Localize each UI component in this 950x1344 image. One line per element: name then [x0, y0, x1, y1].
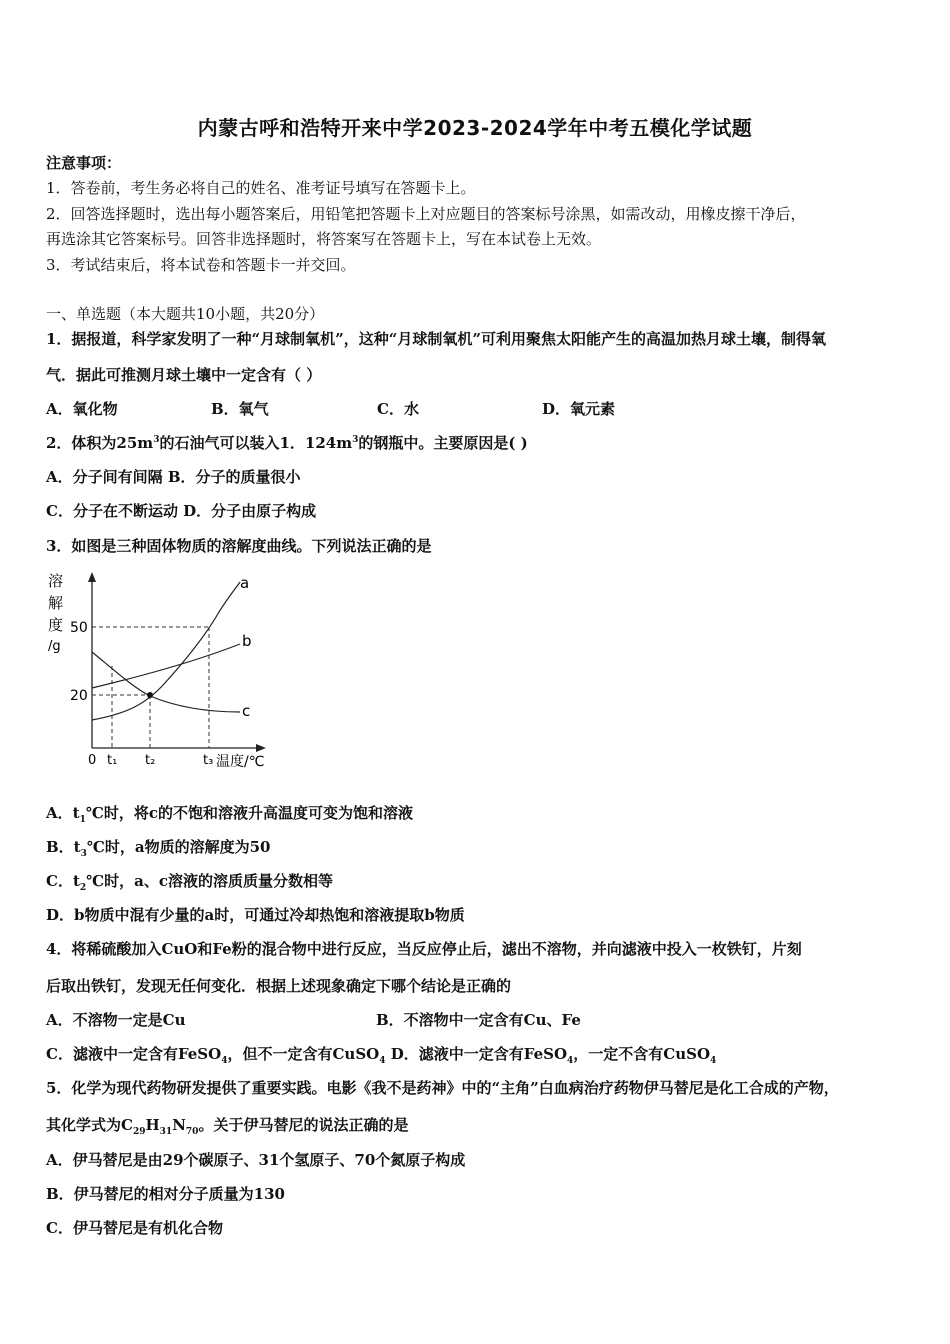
q4-stem: 4．将稀硫酸加入CuO和Fe粉的混合物中进行反应，当反应停止后，滤出不溶物，并向滤液中投入一枚铁钉，片刻 [46, 940, 802, 958]
q2-stem: 2．体积为$25m^3$的石油气可以装入1．$124m^3$的钢瓶中。主要原因是( ) [46, 434, 528, 452]
x-tick-label: 0 [88, 753, 97, 768]
intersection-point [147, 692, 153, 698]
q5-stem: 5．化学为现代药物研发提供了重要实践。电影《我不是药神》中的“主角”白血病治疗药物伊马替尼是化工合成的产物， [46, 1079, 839, 1097]
q2-options-cd: C．分子在不断运动 D．分子由原子构成 [46, 502, 317, 520]
q1-stem: 1．据报道，科学家发明了一种“月球制氧机”，这种“月球制氧机”可利用聚焦太阳能产生的高温加热月球土壤，制得氧 [46, 330, 826, 348]
page-title: 内蒙古呼和浩特开来中学2023-2024学年中考五模化学试题 [197, 116, 753, 140]
q5-option-b: B．伊马替尼的相对分子质量为130 [46, 1185, 285, 1203]
y-axis-label: 溶 [48, 572, 64, 590]
x-tick-label: t₂ [145, 753, 156, 768]
x-tick-label: t₃ [203, 753, 214, 768]
q1-option-b: B．氧气 [211, 400, 269, 418]
q1-option-a: A．氧化物 [46, 400, 118, 418]
q3-option-a: A．$t_1℃$时，将c的不饱和溶液升高温度可变为饱和溶液 [46, 804, 413, 825]
curve-a [92, 582, 240, 720]
q1-stem: 气．据此可推测月球土壤中一定含有（ ） [46, 366, 322, 384]
q1-option-d: D．氧元素 [542, 400, 616, 418]
q4-option-a: A．不溶物一定是Cu [46, 1011, 186, 1029]
q5-option-c: C．伊马替尼是有机化合物 [46, 1219, 223, 1237]
notice-item: 2．回答选择题时，选出每小题答案后，用铅笔把答题卡上对应题目的答案标号涂黑，如需改动，用橡皮擦干净后， [46, 205, 806, 223]
q4-options-cd: C．滤液中一定含有FeSO$_4$，但不一定含有CuSO$_4$ D．滤液中一定含有FeSO$_4$，一定不含有CuSO$_4$ [46, 1045, 717, 1066]
q4-option-b: B．不溶物中一定含有Cu、Fe [376, 1011, 581, 1029]
x-axis-arrow [256, 744, 266, 752]
solubility-chart [44, 566, 284, 780]
q3-option-c: C．$t_2℃$时，a、c溶液的溶质质量分数相等 [46, 872, 333, 893]
q5-option-a: A．伊马替尼是由29个碳原子、31个氢原子、70个氮原子构成 [46, 1151, 466, 1169]
q2-options-ab: A．分子间有间隔 B．分子的质量很小 [46, 468, 301, 486]
notice-item: 再选涂其它答案标号。回答非选择题时，将答案写在答题卡上，写在本试卷上无效。 [46, 230, 602, 248]
y-axis-label: 度 [48, 616, 64, 634]
series-label-a: a [240, 574, 250, 592]
y-tick-label: 50 [70, 620, 88, 636]
y-tick-label: 20 [70, 688, 88, 704]
notice-item: 3．考试结束后，将本试卷和答题卡一并交回。 [46, 256, 356, 274]
y-axis-label: /g [48, 639, 61, 654]
q4-stem: 后取出铁钉，发现无任何变化．根据上述现象确定下哪个结论是正确的 [46, 977, 512, 995]
x-axis-label: 温度/℃ [216, 754, 265, 770]
y-axis-arrow [88, 572, 96, 582]
q5-stem: 其化学式为$C_{29}H_{31}N_{70}$。关于伊马替尼的说法正确的是 [46, 1116, 409, 1137]
q3-stem: 3．如图是三种固体物质的溶解度曲线。下列说法正确的是 [46, 537, 432, 555]
x-tick-label: t₁ [107, 753, 118, 768]
section-heading: 一、单选题（本大题共10小题，共20分） [46, 305, 325, 323]
series-label-b: b [242, 632, 252, 650]
series-label-c: c [242, 702, 251, 720]
notice-item: 1．答卷前，考生务必将自己的姓名、准考证号填写在答题卡上。 [46, 179, 476, 197]
notice-heading: 注意事项： [46, 154, 122, 172]
y-axis-label: 解 [48, 594, 64, 612]
q3-option-d: D．b物质中混有少量的a时，可通过冷却热饱和溶液提取b物质 [46, 906, 465, 924]
q1-option-c: C．水 [377, 400, 419, 418]
q3-option-b: B．$t_3℃$时，a物质的溶解度为50 [46, 838, 271, 859]
